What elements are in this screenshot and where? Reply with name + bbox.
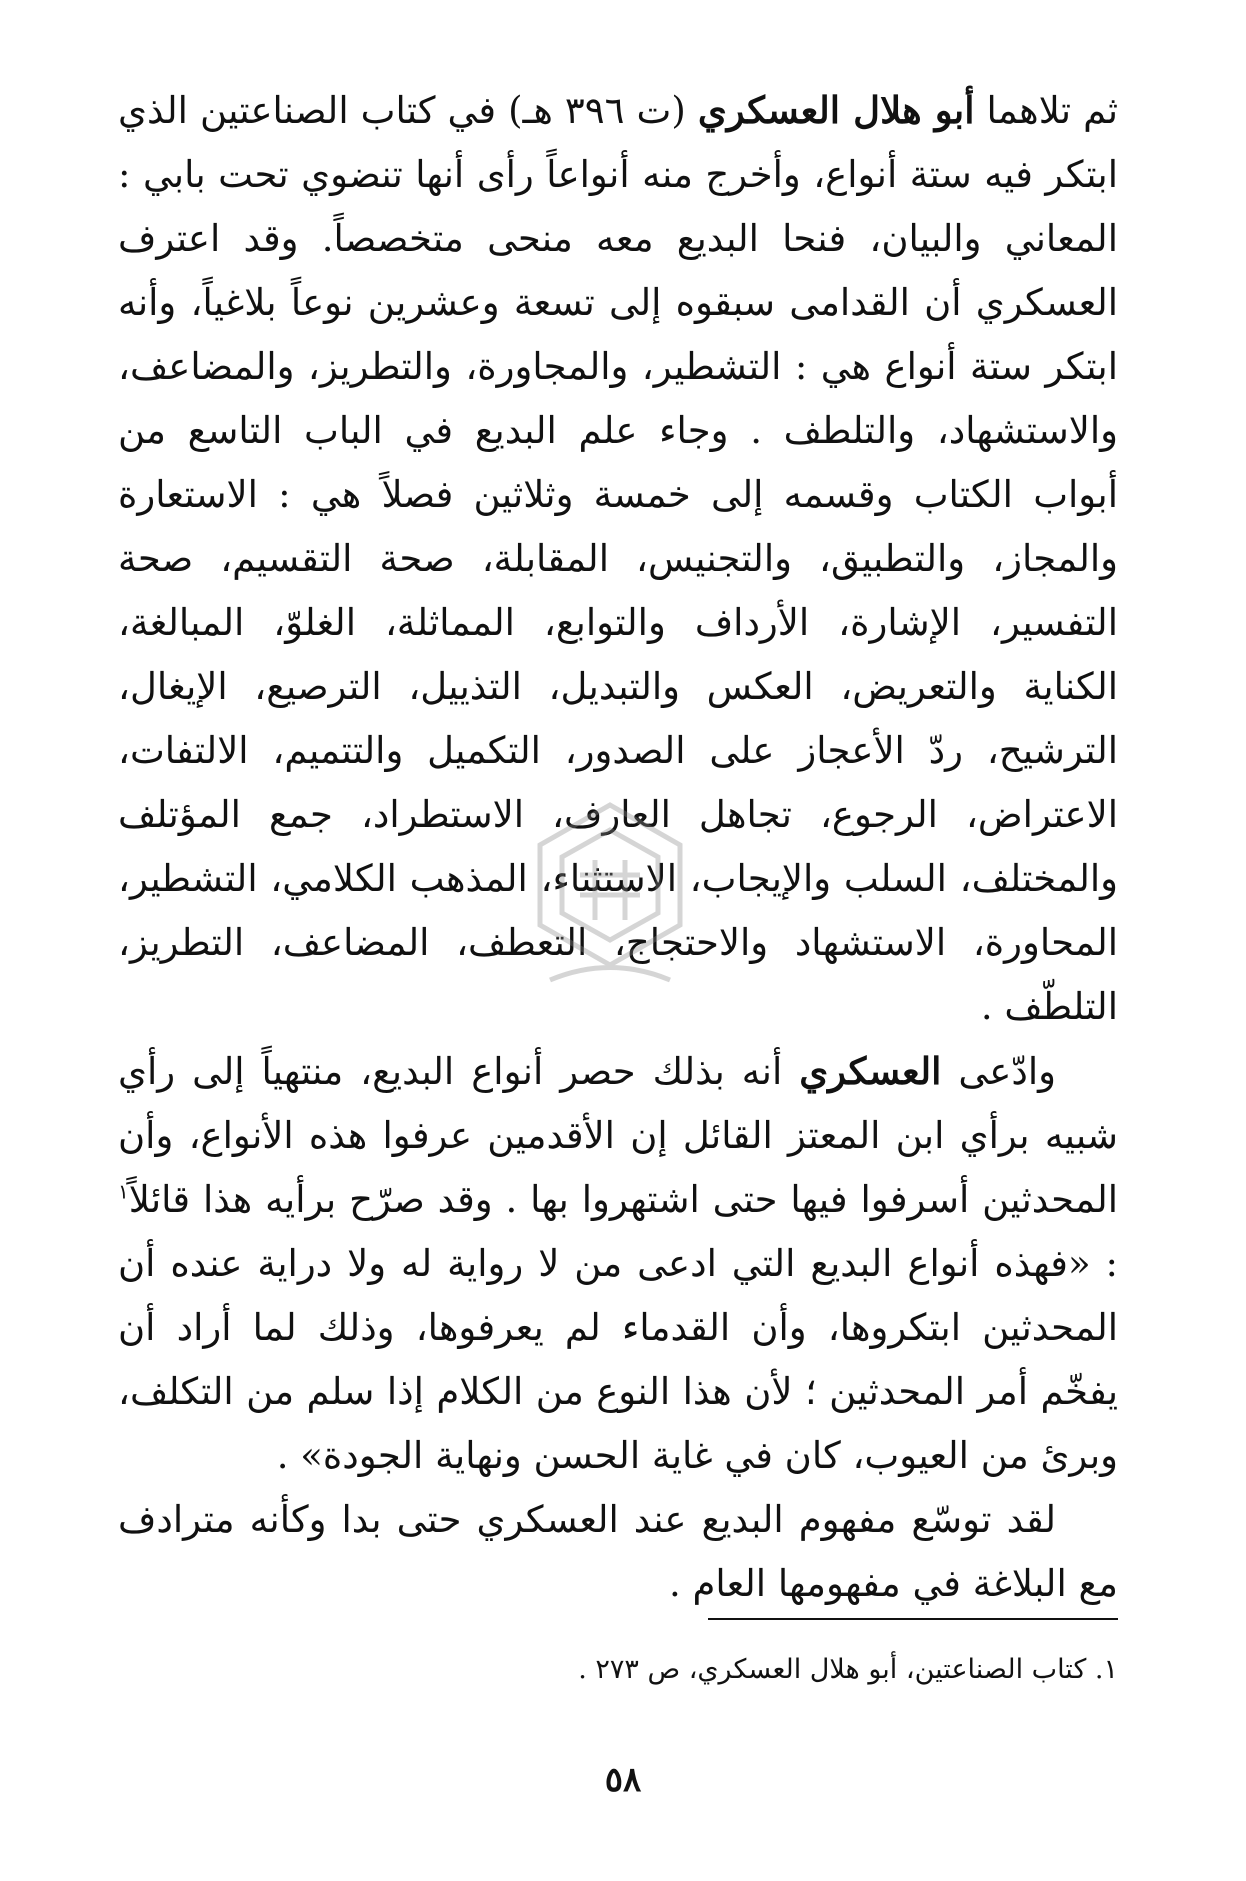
paragraph-2-quotation: : «فهذه أنواع البديع التي ادعى من لا رواية له ولا دراية عنده أن المحدثين ابتكروها، وأن القدماء لم يعرفوها، وذلك لما أراد أن يفخّم أمر المحدثين ؛ لأن هذا النوع من الكلام إذا سلم من التكلف، وبرئ من العيوب، كان في غاية الحسن ونهاية الجودة» .	[118, 1242, 1118, 1477]
paragraph-1-text-2: (ت ٣٩٦ هـ) في كتاب الصناعتين الذي ابتكر فيه ستة أنواع، وأخرج منه أنواعاً رأى أنها تنضوي تحت بابي : المعاني والبيان، فنحا البديع معه منحى متخصصاً. وقد اعترف العسكري أن القدامى سبقوه إلى تسعة وعشرين نوعاً بلاغياً، وأنه ابتكر ستة أنواع هي : التشطير، والمجاورة، والتطريز، والمضاعف، والاستشهاد، والتلطف . وجاء علم البديع في الباب التاسع من أبواب الكتاب وقسمه إلى خمسة وثلاثين فصلاً هي : الاستعارة والمجاز، والتطبيق، والتجنيس، المقابلة، صحة التقسيم، صحة التفسير، الإشارة، الأرداف والتوابع، المماثلة، الغلوّ، المبالغة، الكناية والتعريض، العكس والتبديل، التذييل، الترصيع، الإيغال، الترشيح، ردّ الأعجاز على الصدور، التكميل والتتميم، الالتفات، الاعتراض، الرجوع، تجاهل العارف، الاستطراد، جمع المؤتلف والمختلف، السلب والإيجاب، الاستثناء، المذهب الكلامي، التشطير، المحاورة، الاستشهاد والاحتجاج، التعطف، المضاعف، التطريز، التلطّف .	[118, 89, 1118, 1028]
paragraph-3	[118, 1488, 1118, 1616]
footnote: ١. كتاب الصناعتين، أبو هلال العسكري، ص ٢٧٣ .	[578, 1654, 1118, 1685]
paragraph-1-text-1: ثم تلاهما	[974, 89, 1119, 132]
footnote-reference-marker[interactable]: ١	[118, 1179, 129, 1204]
main-text-block	[118, 78, 1118, 1616]
paragraph-1	[118, 78, 1118, 1039]
paragraph-2-text-1: وادّعى	[941, 1050, 1056, 1093]
page-number: ٥٨	[604, 1760, 642, 1800]
footnote-divider	[708, 1618, 1118, 1620]
paragraph-2-author-name: العسكري	[799, 1049, 942, 1093]
paragraph-2	[118, 1039, 1118, 1488]
paragraph-2-text-2: أنه بذلك حصر أنواع البديع، منتهياً إلى رأي شبيه برأي ابن المعتز القائل إن الأقدمين عرفوا هذه الأنواع، وأن المحدثين أسرفوا فيها حتى اشتهروا بها . وقد صرّح برأيه هذا قائلاً	[118, 1050, 1118, 1221]
paragraph-3-text: لقد توسّع مفهوم البديع عند العسكري حتى بدا وكأنه مترادف مع البلاغة في مفهومها العام .	[118, 1498, 1118, 1605]
paragraph-1-author-name: أبو هلال العسكري	[697, 88, 975, 132]
